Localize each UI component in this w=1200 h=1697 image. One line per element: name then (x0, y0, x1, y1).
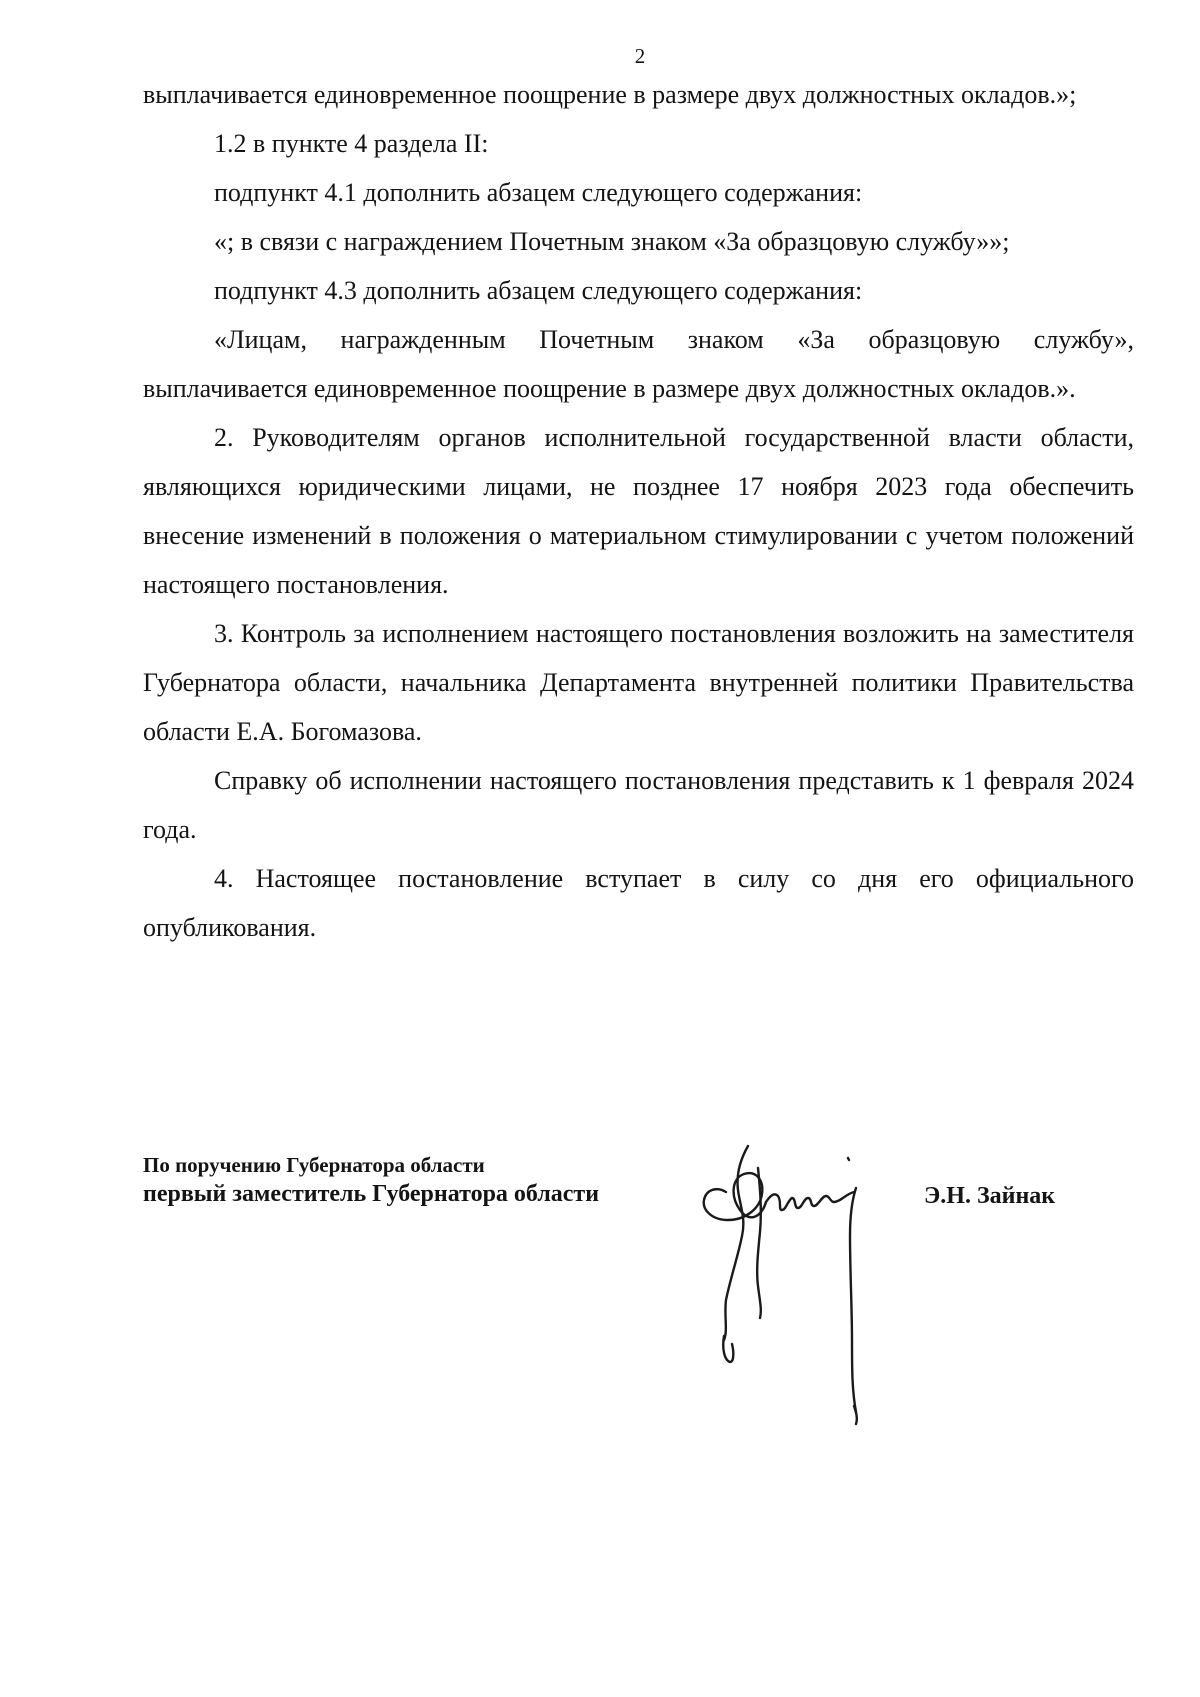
paragraph: 4. Настоящее постановление вступает в силу со дня его официального опубликования. (143, 864, 1134, 942)
paragraph: Справку об исполнении настоящего постановления представить к 1 февраля 2024 года. (143, 766, 1134, 844)
signatory-line-2: первый заместитель Губернатора области (143, 1181, 600, 1207)
paragraph: подпункт 4.1 дополнить абзацем следующего содержания: (214, 178, 863, 207)
page-number: 2 (634, 44, 646, 68)
signatory-line-1: По поручению Губернатора области (143, 1153, 485, 1177)
paragraph: 2. Руководителям органов исполнительной государственной власти области, являющихся юридическими лицами, не позднее 17 ноября 2023 года обеспечить внесение изменений в положения о материальном стимулировании с учетом положений настоящего постановления. (143, 423, 1134, 599)
paragraph: подпункт 4.3 дополнить абзацем следующего содержания: (214, 276, 863, 305)
signatory-title (143, 1151, 599, 1209)
document-body (143, 70, 1134, 952)
paragraph: «Лицам, награжденным Почетным знаком «За образцовую службу», выплачивается единовременное поощрение в размере двух должностных окладов.». (143, 325, 1134, 403)
paragraph: 1.2 в пункте 4 раздела II: (214, 129, 489, 158)
paragraph: выплачивается единовременное поощрение в размере двух должностных окладов.»; (143, 80, 1077, 109)
signatory-name: Э.Н. Зайнак (924, 1183, 1056, 1209)
paragraph: «; в связи с награждением Почетным знаком «За образцовую службу»»; (214, 227, 1010, 256)
paragraph: 3. Контроль за исполнением настоящего постановления возложить на заместителя Губернатора области, начальника Департамента внутренней политики Правительства области Е.А. Богомазова. (143, 619, 1134, 746)
